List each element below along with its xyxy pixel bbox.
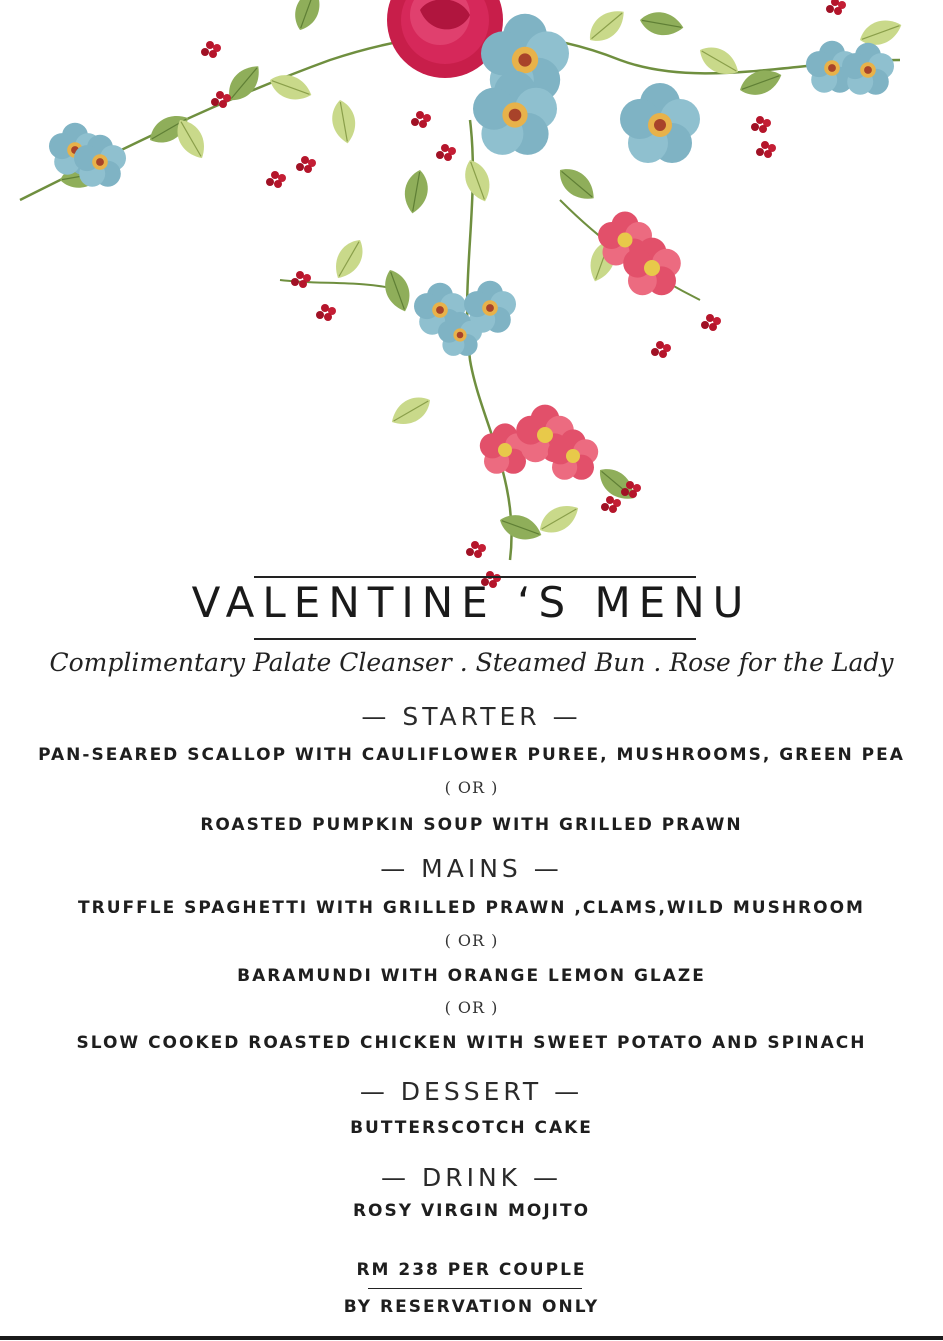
starter-heading: — STARTER — xyxy=(361,702,582,731)
title-line-bottom xyxy=(254,638,696,640)
drink-heading: — DRINK — xyxy=(381,1163,562,1192)
starter-item-1: PAN-SEARED SCALLOP WITH CAULIFLOWER PUREE, MUSHROOMS, GREEN PEA xyxy=(38,745,905,765)
mains-or-2: ( OR ) xyxy=(444,998,499,1017)
dessert-heading: — DESSERT — xyxy=(359,1077,584,1106)
mains-heading: — MAINS — xyxy=(380,854,563,883)
starter-item-2: ROASTED PUMPKIN SOUP WITH GRILLED PRAWN xyxy=(200,815,743,835)
starter-or: ( OR ) xyxy=(444,778,499,797)
drink-item-1: ROSY VIRGIN MOJITO xyxy=(352,1201,591,1221)
dessert-item-1: BUTTERSCOTCH CAKE xyxy=(350,1118,593,1138)
menu-subtitle: Complimentary Palate Cleanser . Steamed Bun . Rose for the Lady xyxy=(49,648,894,677)
mains-or-1: ( OR ) xyxy=(444,931,499,950)
mains-item-2: BARAMUNDI WITH ORANGE LEMON GLAZE xyxy=(237,966,706,986)
bottom-border xyxy=(0,1336,943,1340)
floral-illustration xyxy=(0,0,943,590)
price: RM 238 PER COUPLE xyxy=(356,1260,587,1280)
mains-item-3: SLOW COOKED ROASTED CHICKEN WITH SWEET POTATO AND SPINACH xyxy=(76,1033,867,1053)
reservation-note: BY RESERVATION ONLY xyxy=(343,1297,600,1317)
price-divider xyxy=(368,1288,582,1289)
mains-item-1: TRUFFLE SPAGHETTI WITH GRILLED PRAWN ,CLAMS,WILD MUSHROOM xyxy=(78,898,865,918)
menu-title: VALENTINE ‘S MENU xyxy=(191,578,752,627)
